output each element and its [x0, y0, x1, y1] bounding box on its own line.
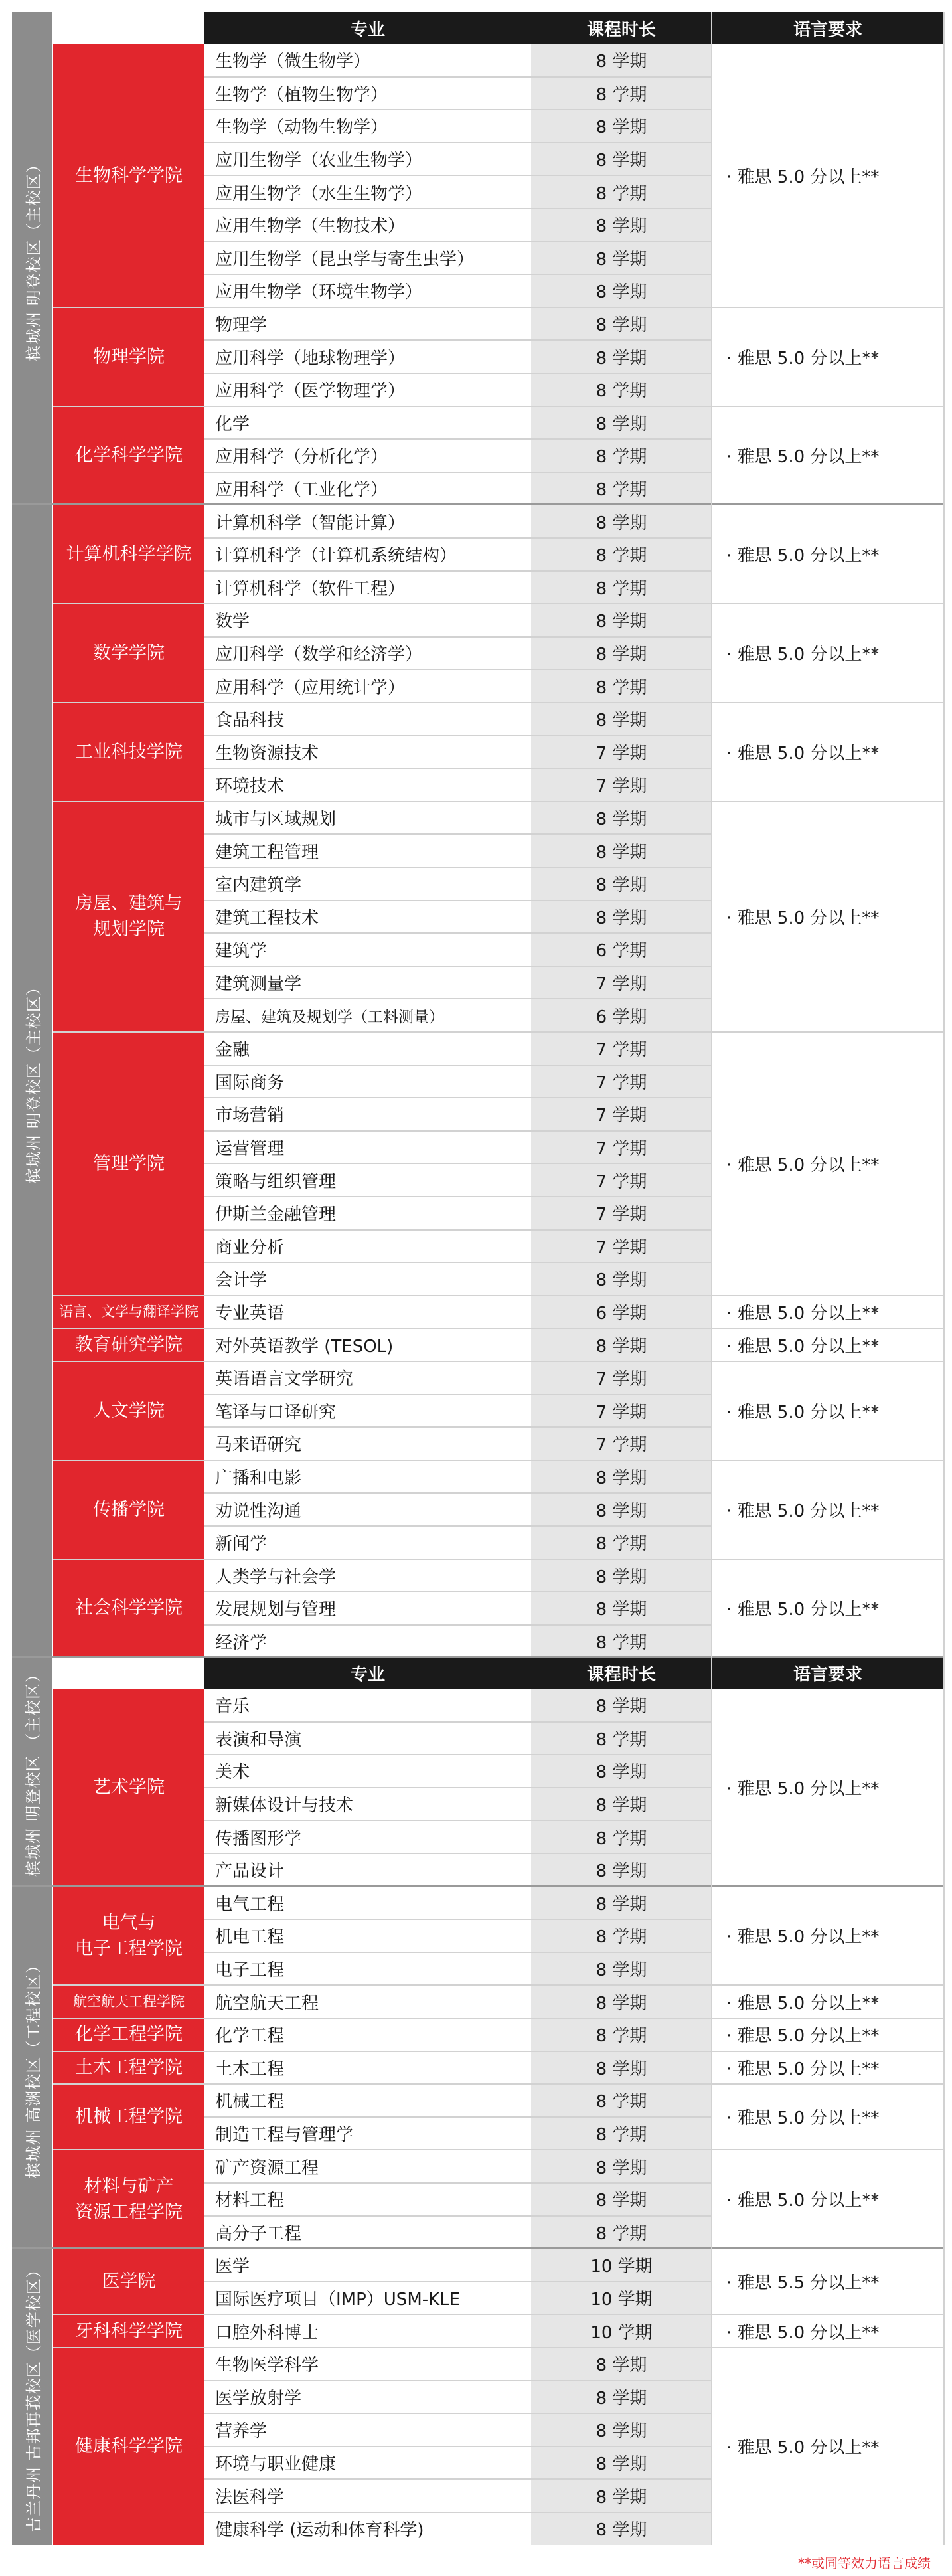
row-divider: [204, 438, 712, 440]
faculty-name: 社会科学学院: [53, 1559, 204, 1658]
program-name: 发展规划与管理: [215, 1600, 337, 1620]
faculty-divider: [53, 1295, 944, 1296]
faculty-name: 生物科学学院: [53, 44, 204, 307]
program-duration: 8 学期: [531, 2018, 712, 2051]
program-name: 应用生物学（农业生物学）: [215, 151, 423, 171]
program-duration: 7 学期: [531, 1131, 712, 1164]
program-name: 机械工程: [215, 2092, 285, 2112]
row-divider: [204, 867, 712, 868]
program-name: 应用科学（数学和经济学）: [215, 645, 423, 665]
program-duration: 8 学期: [531, 2216, 712, 2249]
program-duration: 8 学期: [531, 1722, 712, 1755]
program-name: 新闻学: [215, 1534, 268, 1555]
program-name: 法医科学: [215, 2487, 285, 2508]
language-requirement: · 雅思 5.0 分以上**: [726, 167, 880, 187]
program-name: 国际商务: [215, 1073, 285, 1093]
program-duration: 8 学期: [531, 1887, 712, 1920]
program-duration: 8 学期: [531, 2084, 712, 2117]
program-name: 广播和电影: [215, 1468, 302, 1489]
program-duration: 10 学期: [531, 2314, 712, 2348]
row-divider: [204, 966, 712, 967]
language-requirement: · 雅思 5.0 分以上**: [726, 2059, 880, 2079]
row-divider: [204, 570, 712, 572]
language-requirement: · 雅思 5.0 分以上**: [726, 1501, 880, 1521]
program-name: 应用生物学（水生生物学）: [215, 183, 423, 204]
row-divider: [204, 1624, 712, 1626]
program-duration: 8 学期: [531, 505, 712, 538]
program-name: 商业分析: [215, 1237, 285, 1258]
campus-label: [12, 1657, 52, 1887]
program-duration: 8 学期: [531, 604, 712, 637]
program-name: 传播图形学: [215, 1828, 302, 1849]
row-divider: [204, 1130, 712, 1132]
program-duration: 8 学期: [531, 472, 712, 505]
program-duration: 8 学期: [531, 1262, 712, 1296]
program-duration: 8 学期: [531, 242, 712, 275]
program-duration: 8 学期: [531, 2183, 712, 2216]
program-name: 计算机科学（软件工程）: [215, 578, 406, 599]
language-requirement: · 雅思 5.0 分以上**: [726, 645, 880, 665]
program-duration: 8 学期: [531, 834, 712, 867]
row-divider: [204, 1196, 712, 1197]
row-divider: [204, 142, 712, 143]
row-divider: [204, 1820, 712, 1821]
row-divider: [204, 2182, 712, 2184]
program-name: 应用科学（医学物理学）: [215, 381, 406, 402]
row-divider: [204, 1097, 712, 1098]
program-name: 医学放射学: [215, 2388, 302, 2409]
faculty-divider: [53, 1984, 944, 1986]
row-divider: [204, 274, 712, 275]
program-duration: 8 学期: [531, 2479, 712, 2512]
program-duration: 8 学期: [531, 2348, 712, 2381]
program-name: 健康科学 (运动和体育科学): [215, 2520, 424, 2541]
program-duration: 7 学期: [531, 1098, 712, 1131]
row-divider: [204, 2380, 712, 2381]
row-divider: [204, 1952, 712, 1953]
program-name: 生物学（植物生物学）: [215, 84, 388, 105]
program-duration: 8 学期: [531, 307, 712, 341]
faculty-divider: [53, 307, 944, 308]
program-duration: 8 学期: [531, 110, 712, 143]
faculty-divider: [53, 702, 944, 703]
program-duration: 7 学期: [531, 768, 712, 802]
row-divider: [204, 636, 712, 638]
language-requirement: · 雅思 5.0 分以上**: [726, 1336, 880, 1357]
program-name: 机电工程: [215, 1927, 285, 1948]
faculty-divider: [53, 2051, 944, 2052]
program-duration: 8 学期: [531, 1493, 712, 1526]
program-name: 应用生物学（环境生物学）: [215, 282, 423, 303]
program-name: 建筑测量学: [215, 974, 302, 995]
campus-label: [12, 2249, 52, 2545]
program-name: 生物医学科学: [215, 2356, 319, 2376]
program-name: 应用科学（分析化学）: [215, 447, 388, 468]
campus-divider: [12, 2247, 944, 2249]
program-duration: 8 学期: [531, 571, 712, 604]
faculty-name: 艺术学院: [53, 1689, 204, 1887]
faculty-name: 航空航天工程学院: [53, 1985, 204, 2018]
program-name: 应用科学（应用统计学）: [215, 677, 406, 698]
program-name: 应用科学（地球物理学）: [215, 348, 406, 369]
program-name: 对外英语教学 (TESOL): [215, 1336, 394, 1357]
row-divider: [204, 735, 712, 736]
row-divider: [204, 109, 712, 110]
program-name: 策略与组织管理: [215, 1171, 337, 1192]
row-divider: [204, 2116, 712, 2118]
row-divider: [204, 998, 712, 999]
faculty-name: 教育研究学院: [53, 1328, 204, 1361]
program-name: 食品科技: [215, 711, 285, 731]
program-duration: 7 学期: [531, 1361, 712, 1395]
faculty-name: 化学科学学院: [53, 406, 204, 505]
row-divider: [204, 932, 712, 934]
faculty-name: 牙科科学学院: [53, 2314, 204, 2348]
faculty-divider: [53, 1031, 944, 1033]
program-duration: 8 学期: [531, 1625, 712, 1658]
row-divider: [204, 175, 712, 176]
program-name: 物理学: [215, 315, 268, 336]
campus-divider: [12, 1656, 944, 1658]
program-duration: 8 学期: [531, 175, 712, 209]
header-duration: 课程时长: [531, 12, 712, 44]
program-duration: 8 学期: [531, 867, 712, 901]
program-name: 室内建筑学: [215, 875, 302, 896]
program-name: 电气工程: [215, 1894, 285, 1915]
program-duration: 10 学期: [531, 2249, 712, 2282]
program-duration: 8 学期: [531, 1985, 712, 2018]
program-name: 应用生物学（生物技术）: [215, 216, 406, 237]
row-divider: [204, 2478, 712, 2480]
program-name: 城市与区域规划: [215, 810, 337, 830]
language-requirement: · 雅思 5.0 分以上**: [726, 2191, 880, 2211]
language-requirement: · 雅思 5.0 分以上**: [726, 2026, 880, 2047]
language-requirement: · 雅思 5.0 分以上**: [726, 908, 880, 928]
language-requirement: · 雅思 5.0 分以上**: [726, 546, 880, 566]
program-name: 应用生物学（昆虫学与寄生虫学）: [215, 249, 475, 270]
program-name: 制造工程与管理学: [215, 2125, 354, 2146]
language-requirement: · 雅思 5.0 分以上**: [726, 2322, 880, 2343]
program-name: 运营管理: [215, 1139, 285, 1159]
faculty-name: 管理学院: [53, 1032, 204, 1296]
row-divider: [204, 900, 712, 901]
program-name: 数学: [215, 612, 250, 632]
program-duration: 8 学期: [531, 1919, 712, 1952]
program-duration: 8 学期: [531, 209, 712, 242]
program-name: 航空航天工程: [215, 1993, 319, 2014]
program-name: 经济学: [215, 1633, 268, 1654]
row-divider: [204, 537, 712, 539]
row-divider: [204, 2281, 712, 2282]
language-requirement: · 雅思 5.0 分以上**: [726, 2108, 880, 2129]
program-duration: 10 学期: [531, 2282, 712, 2315]
program-name: 伊斯兰金融管理: [215, 1205, 337, 1225]
program-duration: 8 学期: [531, 1559, 712, 1592]
faculty-name: 工业科技学院: [53, 703, 204, 802]
language-requirement: · 雅思 5.0 分以上**: [726, 348, 880, 369]
campus-label-text: 吉兰丹州 古邦再莪校区（医学校区）: [24, 2261, 43, 2533]
campus-label-text: 槟城州 明登校区 （主校区）: [24, 1666, 43, 1877]
row-divider: [204, 373, 712, 374]
program-duration: 8 学期: [531, 2150, 712, 2183]
row-divider: [204, 1591, 712, 1592]
program-name: 矿产资源工程: [215, 2158, 319, 2178]
language-requirement: · 雅思 5.0 分以上**: [726, 1155, 880, 1175]
row-divider: [204, 1721, 712, 1723]
program-duration: 8 学期: [531, 439, 712, 472]
program-duration: 8 学期: [531, 2512, 712, 2545]
faculty-name: 材料与矿产 资源工程学院: [53, 2150, 204, 2249]
program-duration: 8 学期: [531, 1820, 712, 1853]
campus-divider: [12, 503, 944, 505]
program-name: 建筑工程技术: [215, 908, 319, 928]
row-divider: [204, 1492, 712, 1494]
language-requirement: · 雅思 5.0 分以上**: [726, 1600, 880, 1620]
program-duration: 8 学期: [531, 44, 712, 77]
program-name: 美术: [215, 1762, 250, 1783]
row-divider: [204, 1525, 712, 1527]
program-duration: 8 学期: [531, 2117, 712, 2150]
program-duration: 7 学期: [531, 1032, 712, 1065]
faculty-divider: [53, 1328, 944, 1329]
column-rule: [711, 12, 712, 2545]
faculty-name: 健康科学学院: [53, 2348, 204, 2545]
faculty-name: 机械工程学院: [53, 2084, 204, 2150]
program-name: 市场营销: [215, 1106, 285, 1126]
language-requirement: · 雅思 5.0 分以上**: [726, 2438, 880, 2458]
header-duration: 课程时长: [531, 1657, 712, 1689]
program-duration: 8 学期: [531, 2447, 712, 2480]
faculty-name: 化学工程学院: [53, 2018, 204, 2051]
program-name: 化学工程: [215, 2026, 285, 2047]
program-duration: 7 学期: [531, 1427, 712, 1460]
program-name: 医学: [215, 2257, 250, 2277]
language-requirement: · 雅思 5.5 分以上**: [726, 2273, 880, 2294]
program-duration: 8 学期: [531, 406, 712, 440]
program-name: 环境与职业健康: [215, 2454, 337, 2475]
program-duration: 6 学期: [531, 933, 712, 966]
program-duration: 7 学期: [531, 1163, 712, 1197]
program-name: 英语语言文学研究: [215, 1369, 354, 1390]
row-divider: [204, 2446, 712, 2447]
faculty-divider: [53, 1361, 944, 1362]
row-divider: [204, 241, 712, 242]
program-name: 生物资源技术: [215, 743, 319, 764]
campus-label-text: 槟城州 高渊校区（工程校区）: [24, 1956, 43, 2179]
program-duration: 8 学期: [531, 1328, 712, 1361]
campus-label: [12, 1887, 52, 2249]
program-name: 电子工程: [215, 1960, 285, 1981]
faculty-divider: [53, 1559, 944, 1560]
program-name: 房屋、建筑及规划学（工料测量）: [215, 1008, 444, 1026]
faculty-divider: [53, 2314, 944, 2315]
row-divider: [204, 1919, 712, 1920]
row-divider: [204, 833, 712, 835]
row-divider: [204, 1262, 712, 1263]
program-duration: 7 学期: [531, 1197, 712, 1230]
language-requirement: · 雅思 5.0 分以上**: [726, 447, 880, 468]
language-requirement: · 雅思 5.0 分以上**: [726, 1402, 880, 1422]
faculty-divider: [53, 406, 944, 407]
program-name: 化学: [215, 414, 250, 434]
faculty-name: 医学院: [53, 2249, 204, 2314]
program-name: 表演和导演: [215, 1729, 302, 1750]
program-duration: 8 学期: [531, 1755, 712, 1788]
program-name: 国际医疗项目（IMP）USM-KLE: [215, 2290, 461, 2310]
header-program: 专业: [204, 12, 531, 44]
column-rule: [943, 12, 945, 2545]
footnote: **或同等效力语言成绩: [798, 2555, 931, 2572]
program-duration: 8 学期: [531, 1460, 712, 1494]
program-duration: 8 学期: [531, 1853, 712, 1887]
faculty-divider: [53, 603, 944, 604]
program-duration: 7 学期: [531, 736, 712, 769]
program-name: 专业英语: [215, 1304, 285, 1324]
row-divider: [204, 1394, 712, 1395]
program-name: 产品设计: [215, 1861, 285, 1882]
campus-label-text: 槟城州 明登校区（主校区）: [24, 979, 43, 1184]
program-name: 材料工程: [215, 2191, 285, 2211]
program-name: 笔译与口译研究: [215, 1402, 337, 1422]
row-divider: [204, 1229, 712, 1231]
row-divider: [204, 768, 712, 769]
row-divider: [204, 472, 712, 473]
program-name: 金融: [215, 1040, 250, 1061]
faculty-divider: [53, 2018, 944, 2019]
program-duration: 8 学期: [531, 669, 712, 703]
program-duration: 8 学期: [531, 1592, 712, 1625]
program-duration: 8 学期: [531, 340, 712, 373]
program-duration: 8 学期: [531, 2381, 712, 2414]
program-duration: 8 学期: [531, 143, 712, 176]
header-language: 语言要求: [712, 12, 944, 44]
faculty-name: 语言、文学与翻译学院: [53, 1296, 204, 1329]
program-duration: 7 学期: [531, 1065, 712, 1098]
faculty-name: 电气与 电子工程学院: [53, 1887, 204, 1986]
program-name: 计算机科学（智能计算）: [215, 513, 406, 533]
program-duration: 8 学期: [531, 77, 712, 110]
program-name: 应用科学（工业化学）: [215, 480, 388, 501]
header-language: 语言要求: [712, 1657, 944, 1689]
language-requirement: · 雅思 5.0 分以上**: [726, 1304, 880, 1324]
faculty-divider: [53, 2083, 944, 2085]
program-duration: 8 学期: [531, 2051, 712, 2085]
language-requirement: · 雅思 5.0 分以上**: [726, 1993, 880, 2014]
program-name: 土木工程: [215, 2059, 285, 2079]
language-requirement: · 雅思 5.0 分以上**: [726, 743, 880, 764]
program-name: 生物学（动物生物学）: [215, 118, 388, 138]
program-name: 生物学（微生物学）: [215, 52, 371, 72]
row-divider: [204, 1853, 712, 1854]
program-duration: 7 学期: [531, 966, 712, 999]
row-divider: [204, 1163, 712, 1164]
campus-label-text: 槟城州 明登校区（主校区）: [24, 155, 43, 361]
program-duration: 8 学期: [531, 703, 712, 736]
program-duration: 8 学期: [531, 1689, 712, 1722]
program-duration: 8 学期: [531, 637, 712, 670]
row-divider: [204, 1787, 712, 1788]
row-divider: [204, 208, 712, 209]
program-duration: 8 学期: [531, 802, 712, 835]
program-duration: 6 学期: [531, 1296, 712, 1329]
row-divider: [204, 2215, 712, 2217]
faculty-divider: [53, 2149, 944, 2150]
program-duration: 8 学期: [531, 901, 712, 934]
program-duration: 8 学期: [531, 538, 712, 571]
program-name: 环境技术: [215, 776, 285, 797]
faculty-name: 数学学院: [53, 604, 204, 703]
program-name: 建筑学: [215, 941, 268, 962]
program-name: 会计学: [215, 1270, 268, 1291]
program-duration: 7 学期: [531, 1230, 712, 1263]
faculty-name: 房屋、建筑与 规划学院: [53, 802, 204, 1032]
language-requirement: · 雅思 5.0 分以上**: [726, 1927, 880, 1948]
language-requirement: · 雅思 5.0 分以上**: [726, 1779, 880, 1800]
faculty-divider: [53, 2347, 944, 2348]
program-duration: 8 学期: [531, 274, 712, 307]
program-duration: 8 学期: [531, 2413, 712, 2447]
faculty-name: 土木工程学院: [53, 2051, 204, 2085]
row-divider: [204, 1065, 712, 1066]
row-divider: [204, 339, 712, 341]
campus-label: [12, 505, 52, 1658]
program-duration: 8 学期: [531, 1526, 712, 1559]
program-duration: 8 学期: [531, 1788, 712, 1821]
row-divider: [204, 2512, 712, 2513]
program-name: 营养学: [215, 2421, 268, 2442]
header-program: 专业: [204, 1657, 531, 1689]
program-name: 计算机科学（计算机系统结构）: [215, 546, 457, 566]
faculty-name: 人文学院: [53, 1361, 204, 1460]
program-name: 人类学与社会学: [215, 1567, 337, 1587]
row-divider: [204, 1754, 712, 1755]
program-duration: 7 学期: [531, 1395, 712, 1428]
program-name: 建筑工程管理: [215, 842, 319, 863]
faculty-name: 物理学院: [53, 307, 204, 406]
row-divider: [204, 76, 712, 78]
row-divider: [204, 1426, 712, 1428]
program-name: 新媒体设计与技术: [215, 1796, 354, 1816]
program-name: 劝说性沟通: [215, 1501, 302, 1521]
campus-divider: [12, 1885, 944, 1887]
program-duration: 8 学期: [531, 373, 712, 406]
program-duration: 8 学期: [531, 1952, 712, 1986]
row-divider: [204, 669, 712, 670]
program-name: 口腔外科博士: [215, 2322, 319, 2343]
program-name: 音乐: [215, 1697, 250, 1717]
faculty-name: 计算机科学学院: [53, 505, 204, 604]
program-name: 高分子工程: [215, 2223, 302, 2244]
program-duration: 6 学期: [531, 999, 712, 1032]
row-divider: [204, 2413, 712, 2414]
campus-label: [12, 12, 52, 505]
program-name: 马来语研究: [215, 1435, 302, 1456]
faculty-divider: [53, 1460, 944, 1461]
faculty-divider: [53, 801, 944, 802]
faculty-name: 传播学院: [53, 1460, 204, 1559]
